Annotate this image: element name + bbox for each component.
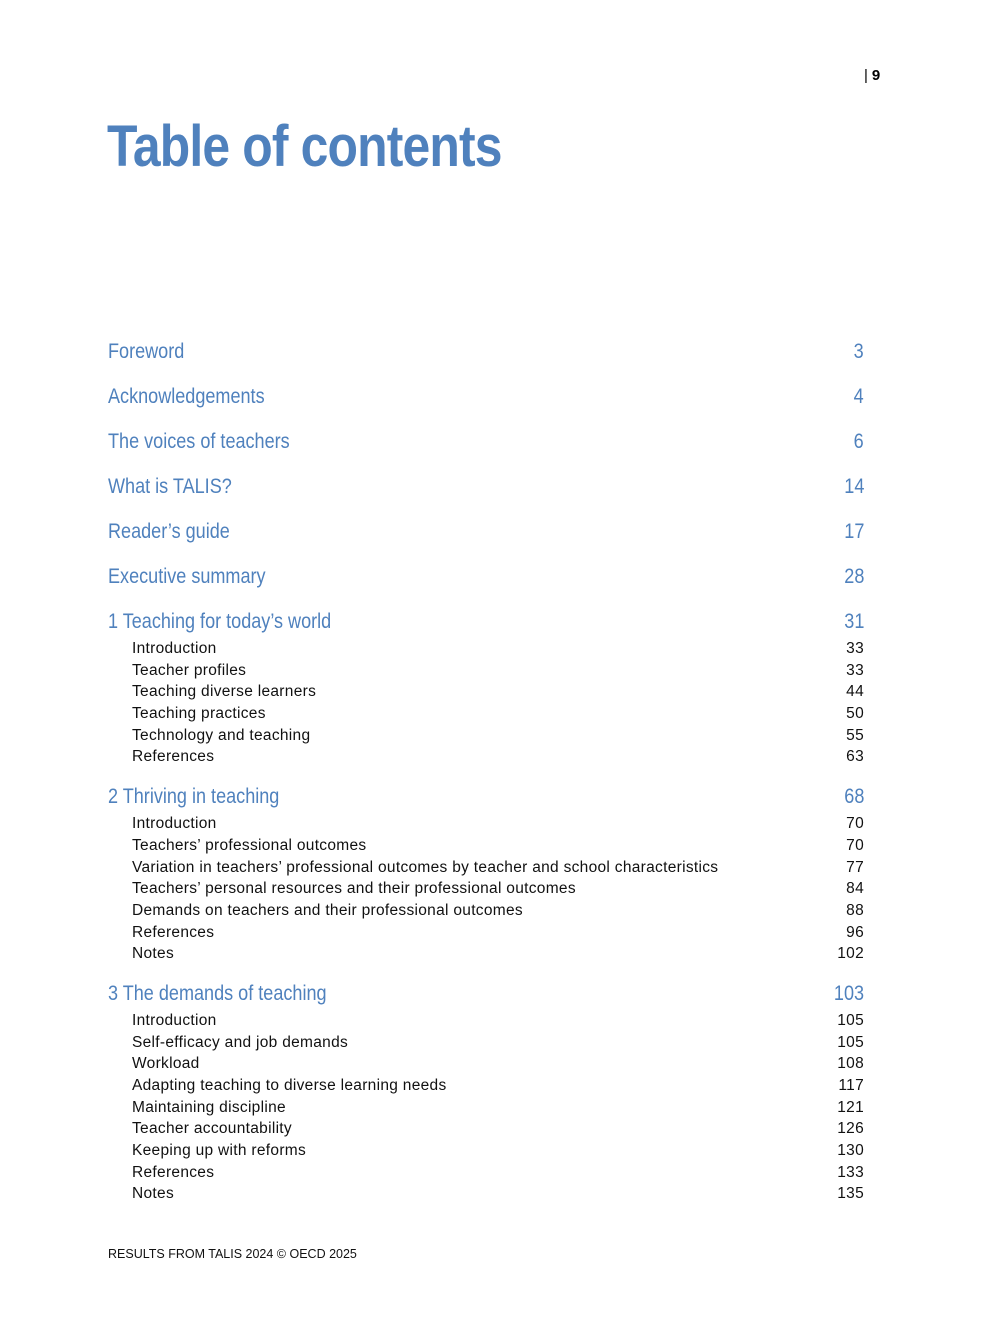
toc-chapter-3: [108, 978, 864, 1205]
toc-section-label: Teacher profiles: [132, 661, 247, 679]
toc-section[interactable]: [108, 900, 864, 922]
toc-entry-page: 31: [843, 610, 864, 633]
toc-section-page: 117: [838, 1077, 864, 1094]
toc-entry-front-5[interactable]: [108, 561, 864, 593]
toc-section-page: 126: [837, 1120, 864, 1138]
toc-section-page: 108: [837, 1055, 864, 1073]
toc-section-page: 121: [837, 1098, 864, 1116]
toc-entry-label: What is TALIS?: [108, 475, 232, 498]
toc-section[interactable]: [108, 1183, 864, 1205]
toc-section[interactable]: [108, 835, 864, 857]
toc-section[interactable]: [108, 746, 864, 768]
toc-section[interactable]: [108, 813, 864, 835]
toc-section-page: 33: [846, 640, 864, 657]
toc-section[interactable]: [108, 857, 864, 879]
table-of-contents: [108, 336, 864, 1218]
toc-section-label: References: [132, 1163, 215, 1181]
toc-section-label: References: [132, 923, 215, 941]
toc-section[interactable]: [108, 1010, 864, 1032]
toc-section[interactable]: [108, 638, 864, 660]
toc-section-label: Adapting teaching to diverse learning needs: [132, 1077, 447, 1094]
toc-chapter-2: [108, 781, 864, 965]
toc-section-label: Variation in teachers’ professional outcomes by teacher and school characteristics: [132, 858, 719, 876]
toc-section-page: 133: [837, 1163, 864, 1181]
toc-entry-page: 4: [853, 385, 864, 408]
toc-chapter-1: [108, 606, 864, 768]
page-title: Table of contents: [107, 114, 502, 179]
toc-entry-chapter-2[interactable]: [108, 781, 864, 813]
toc-section-label: Notes: [132, 1185, 174, 1203]
toc-section[interactable]: [108, 725, 864, 747]
toc-section-label: Introduction: [132, 815, 217, 833]
toc-entry-label: 2 Thriving in teaching: [108, 785, 280, 809]
toc-section-page: 70: [846, 836, 864, 854]
toc-section[interactable]: [108, 1097, 864, 1119]
toc-section-label: Maintaining discipline: [132, 1098, 286, 1116]
toc-section-label: Introduction: [132, 640, 217, 657]
toc-section-page: 105: [837, 1011, 864, 1029]
toc-section-label: Demands on teachers and their professional outcomes: [132, 901, 523, 919]
toc-section-page: 50: [846, 705, 864, 723]
toc-section-label: Self-efficacy and job demands: [132, 1033, 349, 1051]
toc-section[interactable]: [108, 943, 864, 965]
toc-section[interactable]: [108, 922, 864, 944]
toc-entry-page: 14: [843, 475, 864, 498]
toc-entry-page: 68: [843, 785, 864, 809]
toc-entry-chapter-1[interactable]: [108, 606, 864, 638]
toc-entry-label: Executive summary: [108, 565, 266, 588]
toc-section[interactable]: [108, 1140, 864, 1162]
toc-entry-front-1[interactable]: [108, 381, 864, 413]
page-separator: |: [864, 67, 868, 84]
toc-section-page: 96: [846, 923, 864, 941]
toc-section-page: 130: [837, 1142, 864, 1160]
toc-section[interactable]: [108, 681, 864, 703]
toc-section-page: 135: [837, 1185, 864, 1203]
footer: RESULTS FROM TALIS 2024 © OECD 2025: [108, 1247, 357, 1261]
toc-section[interactable]: [108, 1053, 864, 1075]
toc-section-label: Teachers’ professional outcomes: [132, 836, 367, 854]
toc-section-page: 84: [846, 880, 864, 898]
toc-entry-page: 6: [853, 430, 864, 453]
toc-entry-page: 28: [843, 565, 864, 588]
toc-section-label: Keeping up with reforms: [132, 1142, 307, 1160]
toc-entry-front-4[interactable]: [108, 516, 864, 548]
page-number-value: 9: [871, 67, 881, 84]
page-number: [864, 66, 880, 86]
toc-section-page: 70: [846, 815, 864, 833]
toc-entry-chapter-3[interactable]: [108, 978, 864, 1010]
toc-section-page: 102: [837, 945, 864, 963]
toc-entry-label: The voices of teachers: [108, 430, 290, 453]
toc-entry-front-3[interactable]: [108, 471, 864, 503]
toc-entry-label: 3 The demands of teaching: [108, 981, 327, 1005]
toc-section-page: 33: [846, 661, 864, 679]
toc-section-page: 88: [846, 901, 864, 919]
toc-section-page: 55: [846, 726, 864, 744]
toc-section-label: Teaching practices: [132, 705, 266, 723]
toc-section[interactable]: [108, 878, 864, 900]
toc-section-label: Notes: [132, 945, 174, 963]
toc-section[interactable]: [108, 660, 864, 682]
toc-section-label: Technology and teaching: [132, 726, 311, 744]
toc-section-label: Introduction: [132, 1011, 217, 1029]
toc-section[interactable]: [108, 1118, 864, 1140]
toc-entry-page: 17: [843, 520, 864, 543]
toc-section-label: Teaching diverse learners: [132, 683, 317, 701]
toc-section-label: Workload: [132, 1055, 200, 1073]
toc-section-label: Teacher accountability: [132, 1120, 292, 1138]
toc-entry-label: Acknowledgements: [108, 385, 265, 408]
toc-section[interactable]: [108, 1032, 864, 1054]
toc-section[interactable]: [108, 1162, 864, 1184]
toc-section-page: 44: [846, 683, 864, 701]
toc-section-page: 105: [837, 1033, 864, 1051]
toc-entry-front-0[interactable]: [108, 336, 864, 368]
toc-section-label: Teachers’ personal resources and their professional outcomes: [132, 880, 576, 898]
toc-section[interactable]: [108, 703, 864, 725]
toc-entry-page: 103: [833, 981, 864, 1005]
toc-section-label: References: [132, 748, 215, 766]
toc-section-page: 63: [846, 748, 864, 766]
front-matter-list: [108, 336, 864, 593]
toc-entry-front-2[interactable]: [108, 426, 864, 458]
toc-section-page: 77: [846, 858, 864, 876]
toc-entry-page: 3: [853, 340, 864, 363]
toc-entry-label: Reader’s guide: [108, 520, 230, 543]
toc-section[interactable]: [108, 1075, 864, 1097]
toc-entry-label: 1 Teaching for today’s world: [108, 610, 332, 633]
toc-entry-label: Foreword: [108, 340, 185, 363]
chapters-list: [108, 606, 864, 1205]
